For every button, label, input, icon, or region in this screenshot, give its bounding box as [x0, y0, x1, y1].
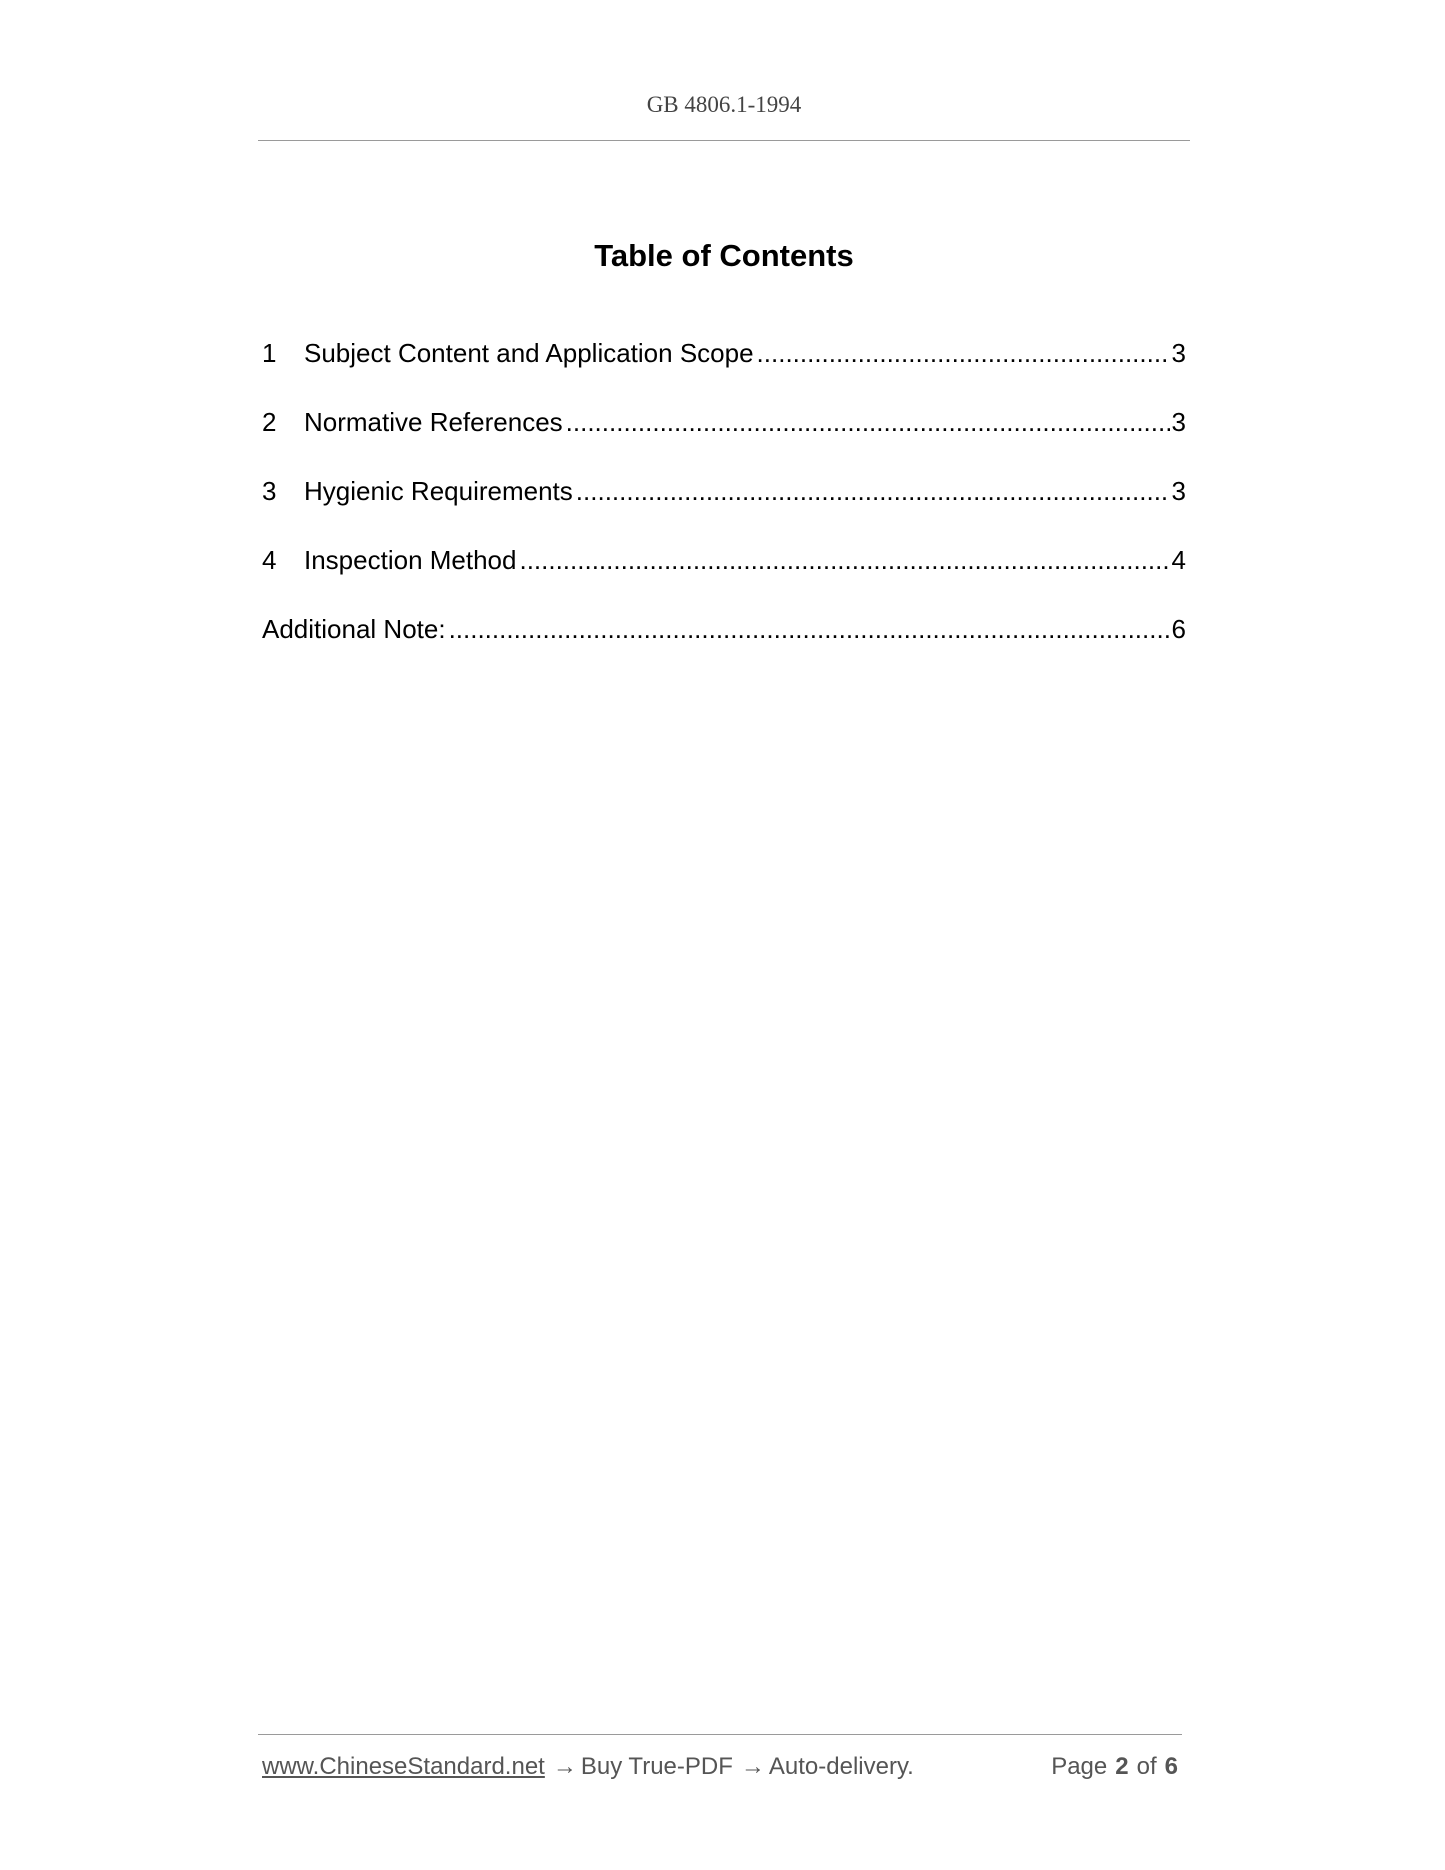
toc-entry-additional-note[interactable]	[262, 614, 1186, 683]
footer-divider	[258, 1734, 1182, 1735]
toc-entry-page: 4	[1171, 545, 1186, 575]
toc-entry-title: Normative References	[304, 407, 563, 437]
toc-entry-title: Hygienic Requirements	[304, 476, 573, 506]
arrow-right-icon: →	[552, 1753, 577, 1780]
footer-promo	[262, 1753, 914, 1781]
arrow-right-icon: →	[740, 1753, 765, 1780]
toc-dot-leader	[576, 476, 1170, 507]
toc-entry-page: 3	[1171, 476, 1186, 506]
website-link[interactable]: www.ChineseStandard.net	[262, 1753, 545, 1780]
toc-entry-page: 3	[1171, 407, 1186, 437]
toc-dot-leader	[449, 614, 1170, 645]
toc-entry-title: Inspection Method	[304, 545, 517, 575]
toc-entry-number: 3	[262, 476, 277, 506]
toc-dot-leader	[519, 545, 1169, 576]
document-code-header: GB 4806.1-1994	[646, 92, 802, 117]
toc-entry-inspection-method[interactable]	[262, 545, 1186, 614]
toc-dot-leader	[757, 338, 1170, 369]
toc-entry-normative-references[interactable]	[262, 407, 1186, 476]
toc-entry-number: 1	[262, 338, 277, 368]
page-of-label: of	[1136, 1753, 1157, 1780]
toc-dot-leader	[566, 407, 1170, 438]
toc-entry-page: 3	[1171, 338, 1186, 368]
page-number	[1051, 1753, 1178, 1781]
total-pages-number: 6	[1164, 1753, 1178, 1780]
page-footer	[262, 1753, 1182, 1787]
toc-title: Table of Contents	[594, 238, 854, 273]
toc-entry-number: 4	[262, 545, 277, 575]
toc-list	[262, 338, 1186, 683]
toc-entry-title: Additional Note:	[262, 614, 446, 644]
current-page-number: 2	[1115, 1753, 1129, 1780]
toc-entry-subject-content[interactable]	[262, 338, 1186, 407]
toc-entry-hygienic-requirements[interactable]	[262, 476, 1186, 545]
header-divider	[258, 140, 1190, 141]
buy-true-pdf-text: Buy True-PDF	[580, 1753, 733, 1780]
toc-entry-page: 6	[1171, 614, 1186, 644]
auto-delivery-text: Auto-delivery.	[768, 1753, 914, 1780]
toc-entry-title: Subject Content and Application Scope	[304, 338, 754, 368]
page-label: Page	[1051, 1753, 1108, 1780]
toc-entry-number: 2	[262, 407, 277, 437]
